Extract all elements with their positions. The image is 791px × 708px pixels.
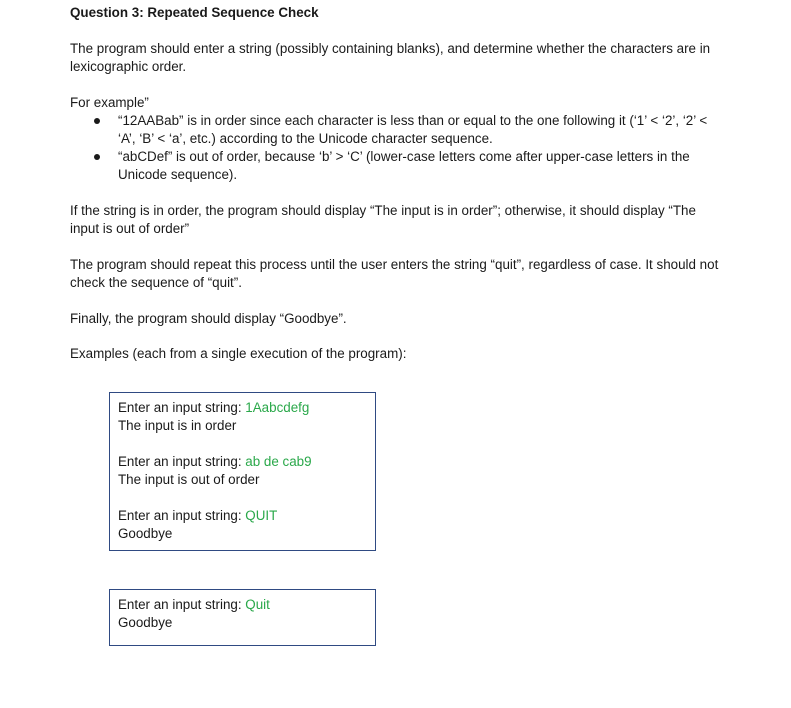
console-prompt: Enter an input string: — [118, 597, 246, 612]
console-user-input: QUIT — [245, 508, 278, 523]
repeat-rule-paragraph: The program should repeat this process until the user enters the string “quit”, regardless of case. It should not check the sequence of “quit”. — [70, 257, 719, 290]
console-output: The input is out of order — [118, 472, 260, 487]
console-example-2 — [109, 589, 376, 646]
example-intro: For example” — [70, 95, 149, 110]
console-user-input: ab de cab9 — [245, 454, 312, 469]
console-prompt: Enter an input string: — [118, 508, 246, 523]
console-line — [118, 596, 367, 614]
console-line — [118, 399, 367, 417]
display-rule-paragraph: If the string is in order, the program should display “The input is in order”; otherwise, it should display “The input is out of order” — [70, 203, 696, 236]
example-bullet-list — [70, 112, 730, 184]
bullet-item — [70, 112, 713, 148]
console-output: The input is in order — [118, 418, 237, 433]
console-user-input: Quit — [245, 597, 270, 612]
bullet-item — [70, 148, 713, 184]
final-rule-paragraph: Finally, the program should display “Goodbye”. — [70, 311, 347, 326]
console-output: Goodbye — [118, 615, 173, 630]
question-title: Question 3: Repeated Sequence Check — [70, 5, 319, 20]
bullet-icon — [94, 154, 100, 160]
intro-paragraph: The program should enter a string (possibly containing blanks), and determine whether the characters are in lexicographic order. — [70, 41, 711, 74]
console-line — [118, 453, 367, 471]
bullet-icon — [94, 118, 100, 124]
bullet-text: “abCDef” is out of order, because ‘b’ > ‘C’ (lower-case letters come after upper-case letters in the Unicode sequence). — [118, 149, 690, 182]
console-line — [118, 507, 367, 525]
console-example-1 — [109, 392, 376, 551]
console-prompt: Enter an input string: — [118, 400, 246, 415]
bullet-text: “12AABab” is in order since each character is less than or equal to the one following it (‘1’ < ‘2’, ‘2’ < ‘A’, ‘B’ < ‘a’, etc.) according to the Unicode character sequence. — [118, 113, 708, 146]
console-prompt: Enter an input string: — [118, 454, 246, 469]
console-output: Goodbye — [118, 526, 173, 541]
examples-header: Examples (each from a single execution of the program): — [70, 346, 407, 361]
console-user-input: 1Aabcdefg — [245, 400, 310, 415]
